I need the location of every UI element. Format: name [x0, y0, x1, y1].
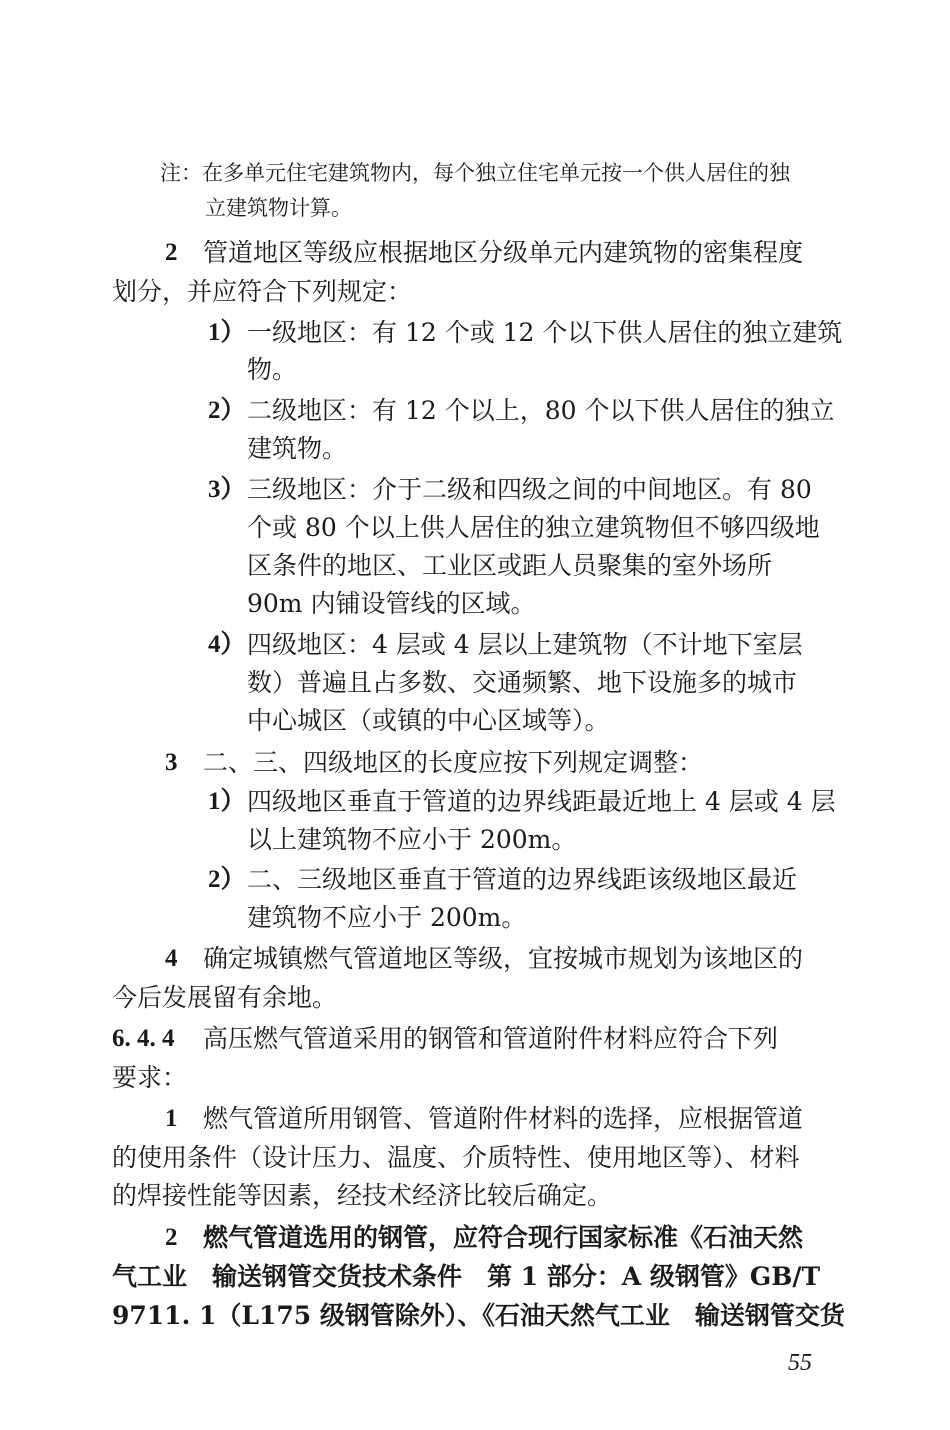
sub-item-line: 四级地区垂直于管道的边界线距最近地上 4 层或 4 层 — [247, 787, 836, 816]
clause-line-2: 要求： — [112, 1063, 188, 1092]
clause-item-2-line-2: 气工业 输送钢管交货技术条件 第 1 部分：A 级钢管》GB/T — [112, 1262, 821, 1291]
item-3-line-1: 二、三、四级地区的长度应按下列规定调整： — [203, 748, 704, 777]
sub-item-number: 1） — [208, 788, 246, 815]
clause-item-1-line-1: 燃气管道所用钢管、管道附件材料的选择，应根据管道 — [203, 1104, 804, 1133]
clause-item-1-line-3: 的焊接性能等因素，经技术经济比较后确定。 — [112, 1181, 613, 1210]
item-3-number: 3 — [165, 749, 178, 776]
sub-item-line: 二级地区：有 12 个以上，80 个以下供人居住的独立 — [247, 396, 835, 425]
sub-item-number: 2） — [208, 397, 246, 424]
note-line-2: 立建筑物计算。 — [205, 196, 352, 220]
clause-item-2-line-3: 9711. 1（L175 级钢管除外）、《石油天然气工业 输送钢管交货 — [112, 1301, 845, 1330]
sub-item-line: 数）普遍且占多数、交通频繁、地下设施多的城市 — [247, 668, 798, 697]
item-4-line-2: 今后发展留有余地。 — [112, 983, 338, 1012]
item-2-number: 2 — [165, 239, 178, 266]
page-number: 55 — [788, 1350, 812, 1376]
sub-item-number: 1） — [208, 319, 246, 346]
sub-item-line: 中心城区（或镇的中心区域等）。 — [247, 706, 610, 735]
sub-item-number: 4） — [208, 631, 246, 658]
clause-item-2-line-1: 燃气管道选用的钢管，应符合现行国家标准《石油天然 — [203, 1223, 804, 1252]
sub-item-line: 以上建筑物不应小于 200m。 — [247, 825, 577, 854]
item-4-line-1: 确定城镇燃气管道地区等级，宜按城市规划为该地区的 — [203, 944, 804, 973]
clause-number: 6. 4. 4 — [112, 1025, 175, 1052]
sub-item-line: 一级地区：有 12 个或 12 个以下供人居住的独立建筑 — [247, 318, 843, 347]
clause-line-1: 高压燃气管道采用的钢管和管道附件材料应符合下列 — [203, 1024, 779, 1053]
clause-item-1-number: 1 — [165, 1105, 178, 1132]
sub-item-line: 三级地区：介于二级和四级之间的中间地区。有 80 — [247, 475, 812, 504]
sub-item-line: 区条件的地区、工业区或距人员聚集的室外场所 — [247, 551, 773, 580]
sub-item-line: 建筑物。 — [247, 434, 348, 463]
sub-item-line: 二、三级地区垂直于管道的边界线距该级地区最近 — [247, 865, 798, 894]
item-2-line-1: 管道地区等级应根据地区分级单元内建筑物的密集程度 — [203, 238, 804, 267]
sub-item-line: 物。 — [247, 355, 298, 384]
sub-item-line: 四级地区：4 层或 4 层以上建筑物（不计地下室层 — [247, 630, 803, 659]
sub-item-number: 2） — [208, 866, 246, 893]
sub-item-line: 90m 内铺设管线的区域。 — [247, 589, 536, 618]
clause-item-1-line-2: 的使用条件（设计压力、温度、介质特性、使用地区等）、材料 — [112, 1143, 800, 1172]
note-line-1: 注：在多单元住宅建筑物内，每个独立住宅单元按一个供人居住的独 — [160, 161, 790, 185]
sub-item-line: 建筑物不应小于 200m。 — [247, 903, 527, 932]
item-4-number: 4 — [165, 945, 178, 972]
sub-item-line: 个或 80 个以上供人居住的独立建筑物但不够四级地 — [247, 513, 820, 542]
item-2-line-2: 划分，并应符合下列规定： — [112, 277, 413, 306]
clause-item-2-number: 2 — [165, 1224, 178, 1251]
sub-item-number: 3） — [208, 476, 246, 503]
